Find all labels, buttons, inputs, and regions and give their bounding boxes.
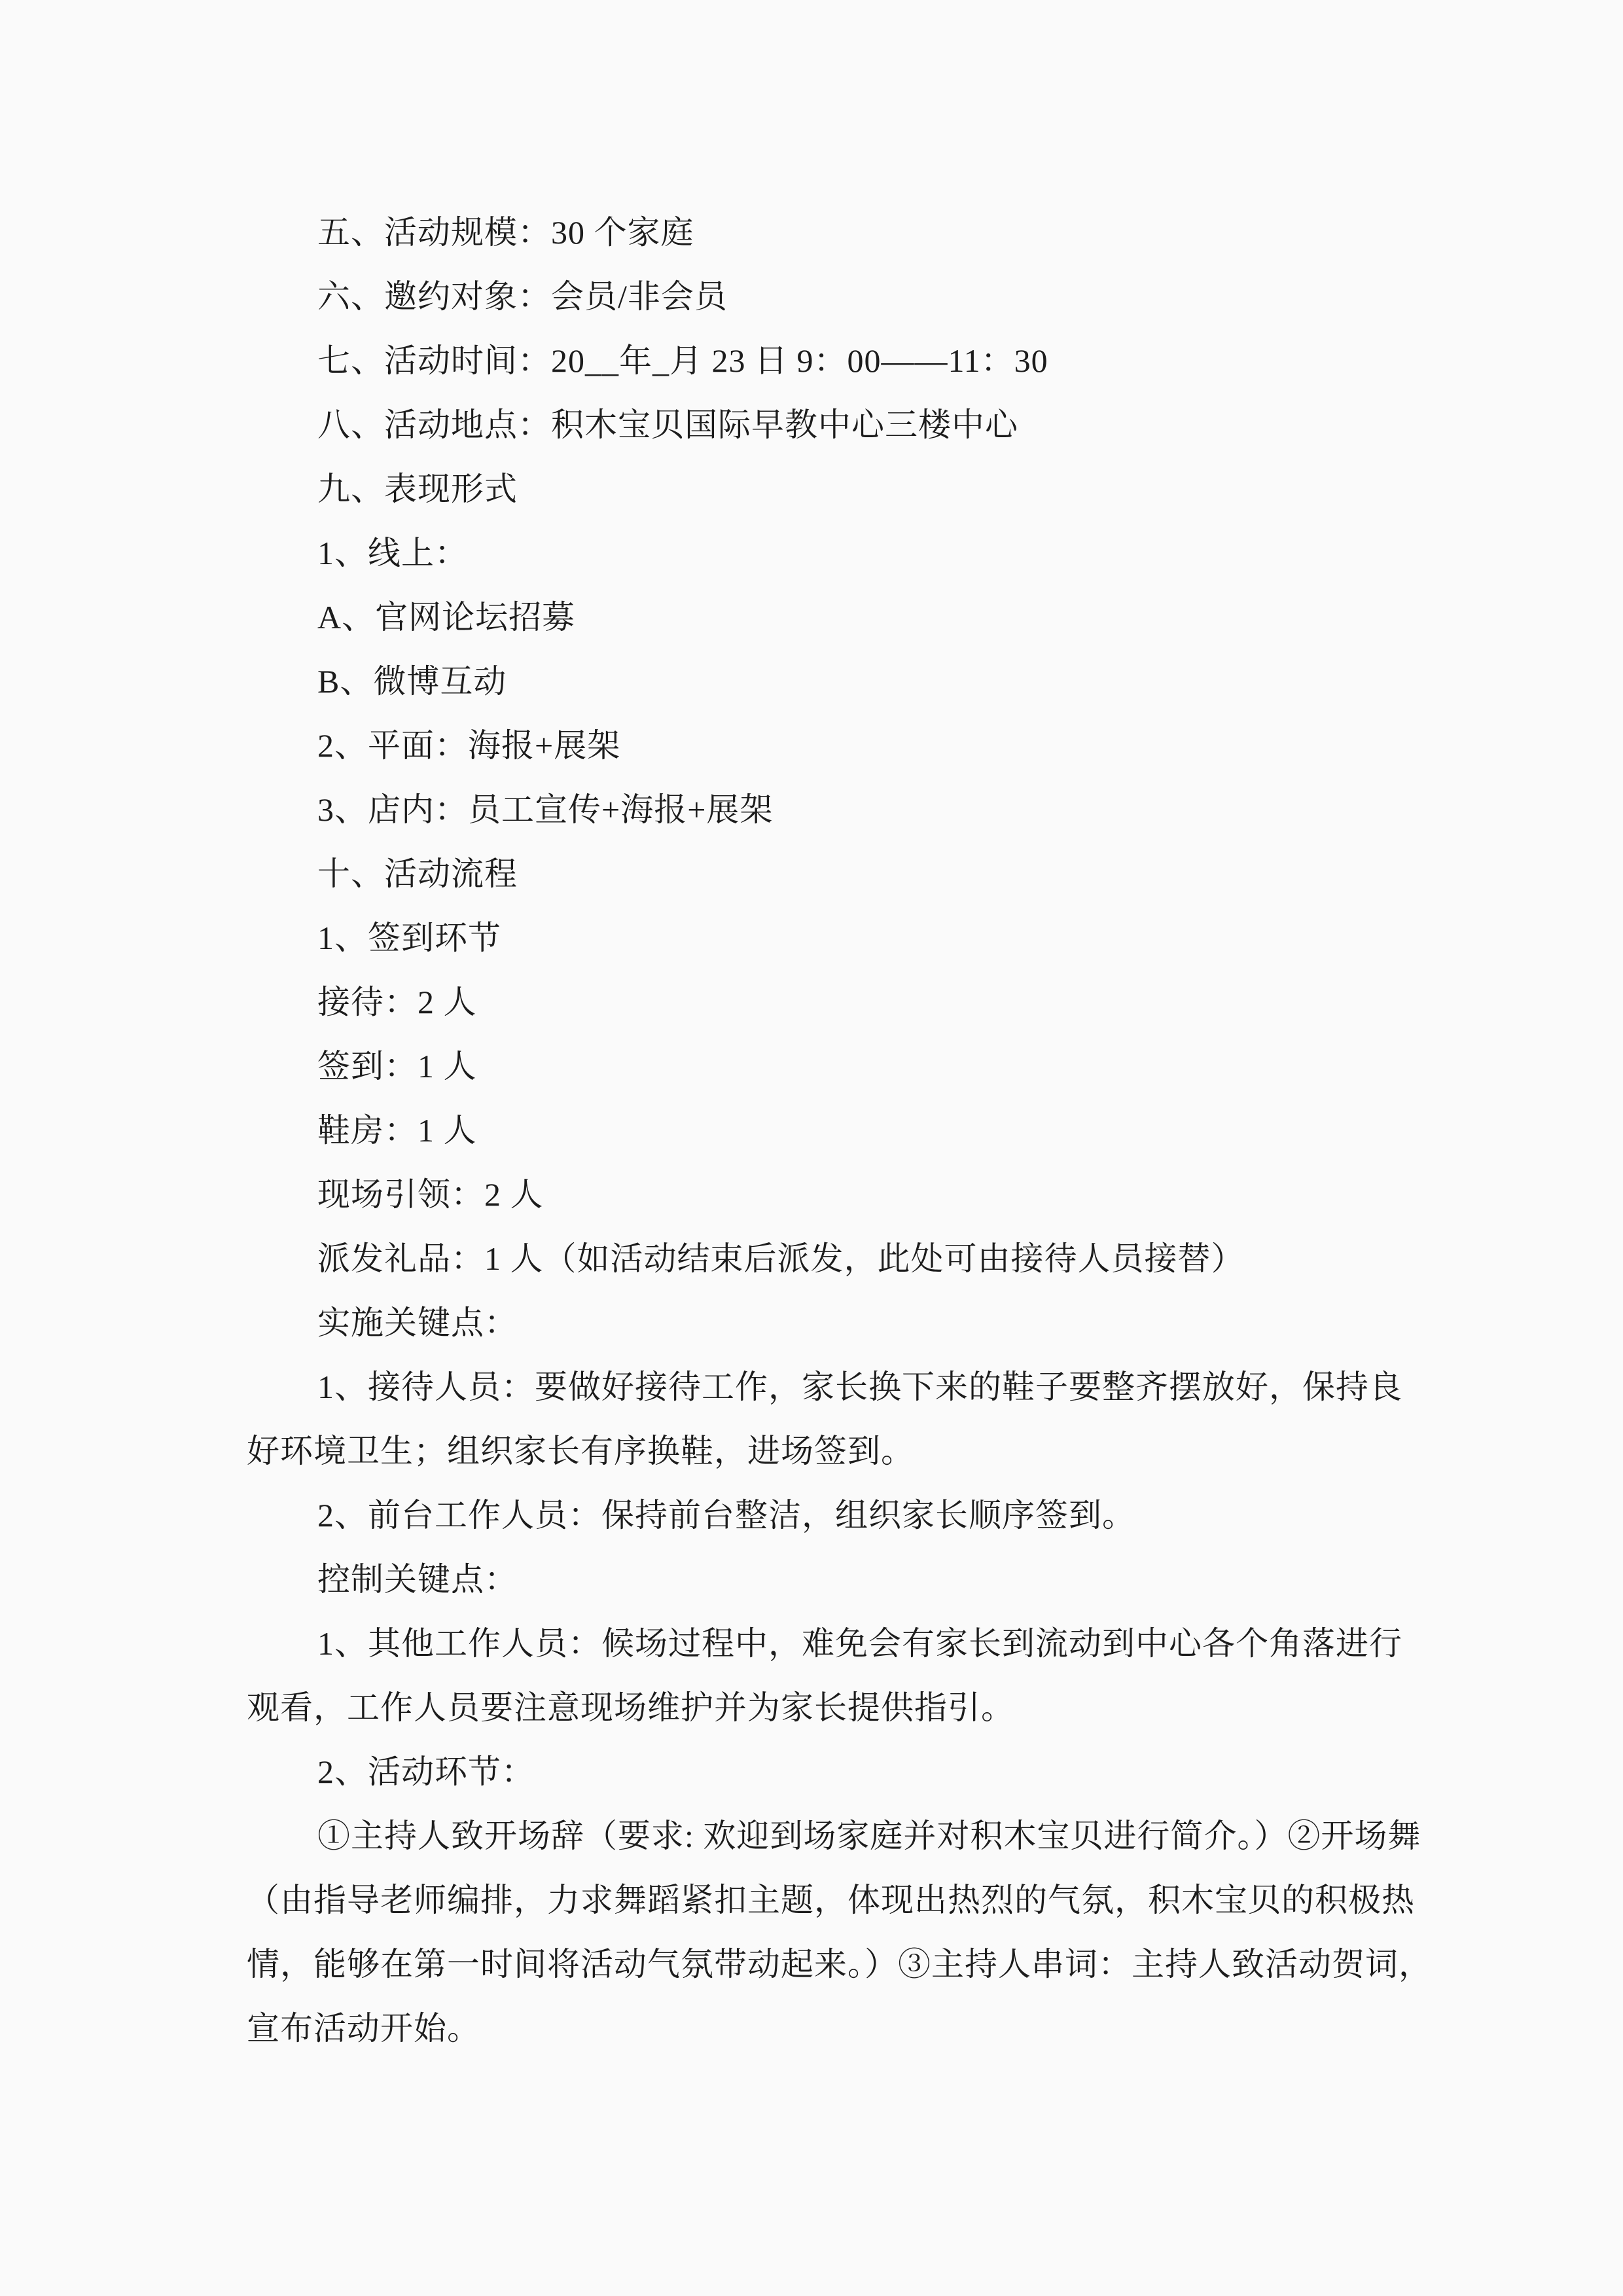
text-line: 情，能够在第一时间将活动气氛带动起来。）③主持人串词：主持人致活动贺词， [247, 1946, 1432, 1982]
text-line: 接待：2 人 [317, 984, 477, 1020]
text-line: 实施关键点： [317, 1304, 518, 1341]
text-line: 1、其他工作人员：候场过程中，难免会有家长到流动到中心各个角落进行 [317, 1625, 1402, 1662]
text-line: 七、活动时间：20__年_月 23 日 9：00——11：30 [317, 342, 1048, 379]
text-line: A、官网论坛招募 [317, 599, 576, 636]
text-line: 鞋房：1 人 [317, 1112, 477, 1149]
text-line: 2、前台工作人员：保持前台整洁，组织家长顺序签到。 [317, 1497, 1135, 1534]
text-line: B、微博互动 [317, 663, 507, 700]
text-line: 六、邀约对象：会员/非会员 [317, 278, 728, 315]
text-line: 1、线上： [317, 535, 468, 571]
text-line: 1、签到环节 [317, 920, 501, 956]
text-line: 十、活动流程 [317, 855, 518, 892]
text-line: 五、活动规模：30 个家庭 [317, 214, 694, 251]
text-line: 宣布活动开始。 [247, 2010, 480, 2047]
text-line: 控制关键点： [317, 1561, 518, 1598]
text-line: 好环境卫生；组织家长有序换鞋，进场签到。 [247, 1433, 914, 1469]
text-line: 八、活动地点：积木宝贝国际早教中心三楼中心 [317, 406, 1018, 443]
text-line: 派发礼品：1 人（如活动结束后派发，此处可由接待人员接替） [317, 1240, 1245, 1277]
text-line: 九、表现形式 [317, 471, 518, 507]
text-line: 2、平面：海报+展架 [317, 727, 621, 764]
text-line: 2、活动环节： [317, 1753, 535, 1790]
text-line: 1、接待人员：要做好接待工作，家长换下来的鞋子要整齐摆放好，保持良 [317, 1369, 1402, 1405]
text-line: 3、店内：员工宣传+海报+展架 [317, 791, 774, 828]
document-body [247, 200, 1432, 2060]
text-line: 观看，工作人员要注意现场维护并为家长提供指引。 [247, 1689, 1014, 1726]
text-line: ①主持人致开场辞（要求: 欢迎到场家庭并对积木宝贝进行简介。）②开场舞 [317, 1818, 1421, 1854]
text-line: 签到：1 人 [317, 1048, 477, 1085]
text-line: 现场引领：2 人 [317, 1176, 544, 1213]
text-line: （由指导老师编排，力求舞蹈紧扣主题，体现出热烈的气氛，积木宝贝的积极热 [247, 1882, 1415, 1918]
